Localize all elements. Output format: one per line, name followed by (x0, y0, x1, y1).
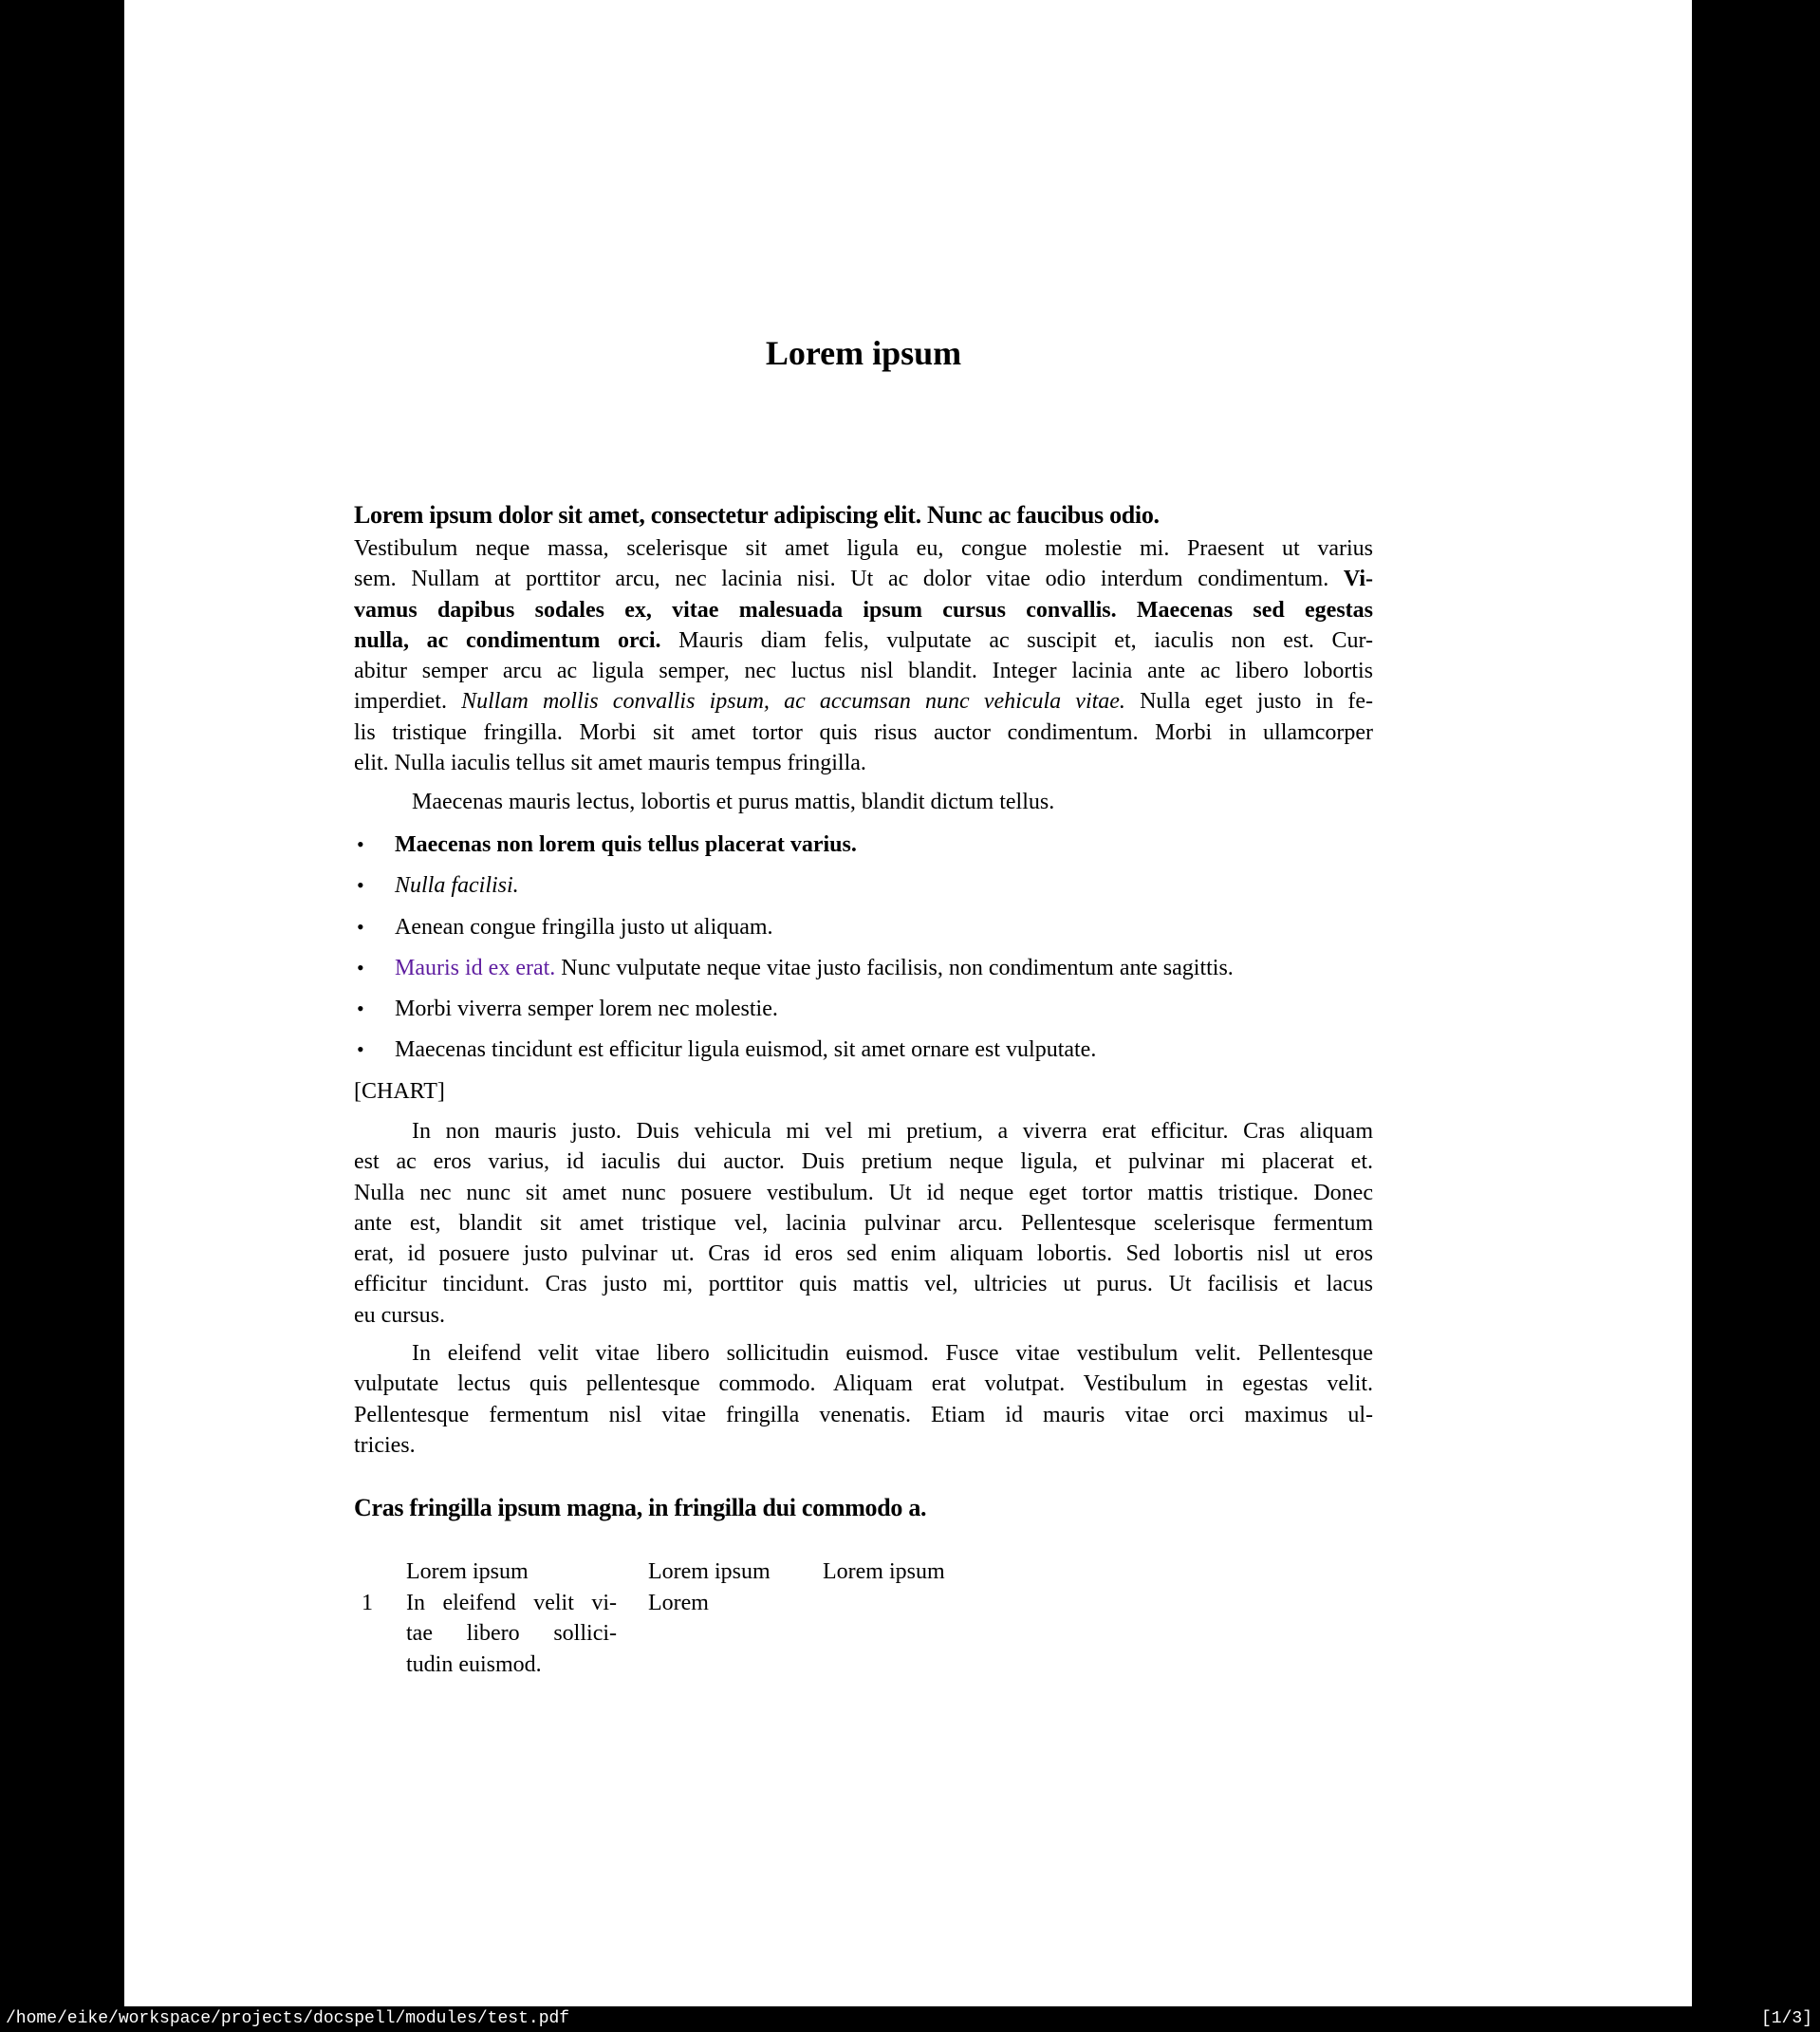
text-segment: Vestibulum neque massa, scelerisque sit amet ligula eu, congue molestie mi. Praesent ut varius (354, 536, 1373, 561)
text-segment: est ac eros varius, id iaculis dui auctor. Duis pretium neque ligula, et pulvinar mi placerat et. (354, 1149, 1373, 1175)
table-cell: Lorem (648, 1591, 709, 1615)
bullet-text (395, 912, 1373, 942)
text-line (406, 1650, 617, 1680)
bullet-text (395, 1035, 1373, 1065)
text-line (354, 656, 1373, 686)
text-segment: lis tristique fringilla. Morbi sit amet tortor quis risus auctor condimentum. Morbi in ullamcorper (354, 719, 1373, 745)
text-segment: efficitur tincidunt. Cras justo mi, porttitor quis mattis vel, ultricies ut purus. Ut facilisis et lacus (354, 1272, 1373, 1297)
text-line (406, 1618, 617, 1649)
text-line (354, 748, 1373, 778)
list-item (354, 870, 1373, 901)
table-row (354, 1588, 1373, 1702)
text-line (395, 953, 1373, 983)
table (354, 1557, 1373, 1708)
bullet-icon: • (357, 832, 364, 856)
text-segment: tudin euismod. (406, 1651, 542, 1677)
paragraph (354, 1116, 1373, 1331)
text-segment: tae libero sollici- (406, 1621, 617, 1647)
text-segment: sem. Nullam at porttitor arcu, nec lacinia nisi. Ut ac dolor vitae odio interdum condimentum. (354, 567, 1344, 592)
text-line (354, 1178, 1373, 1208)
bullet-icon: • (357, 1037, 364, 1062)
text-line (354, 1146, 1373, 1177)
pdf-link[interactable]: Mauris id ex erat. (395, 955, 556, 980)
pdf-page[interactable] (124, 0, 1692, 2006)
text-line (395, 870, 1373, 901)
text-segment: erat, id posuere justo pulvinar ut. Cras id eros sed enim aliquam lobortis. Sed lobortis nisl ut eros (354, 1241, 1373, 1267)
text-segment: Aenean congue fringilla justo ut aliquam. (395, 914, 773, 940)
text-segment: Nulla nec nunc sit amet nunc posuere vestibulum. Ut id neque eget tortor mattis tristique. Donec (354, 1180, 1373, 1205)
text-line (395, 1035, 1373, 1065)
paragraph (354, 1338, 1373, 1461)
list-item (354, 912, 1373, 942)
text-segment: tricies. (354, 1432, 416, 1458)
text-line (354, 1269, 1373, 1299)
text-line (354, 625, 1373, 656)
bullet-icon: • (357, 997, 364, 1021)
text-segment: Nunc vulputate neque vitae justo facilisis, non condimentum ante sagittis. (555, 955, 1234, 980)
text-line (354, 787, 1373, 817)
text-line (406, 1588, 617, 1618)
list-item (354, 1035, 1373, 1065)
paragraph (354, 533, 1373, 778)
paragraph (354, 787, 1373, 817)
text-segment: Nulla eget justo in fe- (1124, 689, 1373, 715)
text-segment: Maecenas mauris lectus, lobortis et purus mattis, blandit dictum tellus. (412, 790, 1055, 814)
bullet-icon: • (357, 955, 364, 979)
text-segment: Maecenas non lorem quis tellus placerat varius. (395, 832, 857, 857)
text-segment: Morbi viverra semper lorem nec molestie. (395, 997, 778, 1022)
text-line (354, 595, 1373, 625)
text-line (354, 1369, 1373, 1399)
section-heading: Cras fringilla ipsum magna, in fringilla dui commodo a. (354, 1494, 927, 1521)
bullet-icon: • (357, 914, 364, 939)
text-line (354, 533, 1373, 564)
bullet-list (354, 830, 1373, 1076)
text-segment: In eleifend velit vi- (406, 1591, 617, 1615)
table-header-cell: Lorem ipsum (406, 1559, 529, 1584)
text-line (354, 718, 1373, 748)
table-header-cell: Lorem ipsum (823, 1559, 945, 1584)
bullet-text (395, 994, 1373, 1024)
text-segment: elit. Nulla iaculis tellus sit amet mauris tempus fringilla. (354, 751, 866, 776)
text-line (395, 912, 1373, 942)
bullet-icon: • (357, 873, 364, 898)
statusbar-page-indicator: [1/3] (1760, 2009, 1812, 2028)
text-segment: Nullam mollis convallis ipsum, ac accumsan nunc vehicula vitae. (461, 689, 1125, 715)
statusbar (0, 2006, 1820, 2032)
text-segment: vulputate lectus quis pellentesque commodo. Aliquam erat volutpat. Vestibulum in egestas velit. (354, 1371, 1373, 1397)
text-segment: In eleifend velit vitae libero sollicitudin euismod. Fusce vitae vestibulum velit. Pellentesque (412, 1341, 1373, 1366)
chart-placeholder: [CHART] (354, 1079, 445, 1104)
text-segment: nulla, ac condimentum orci. (354, 627, 661, 653)
list-item (354, 994, 1373, 1024)
text-segment: ante est, blandit sit amet tristique vel, lacinia pulvinar arcu. Pellentesque scelerisque fermentum (354, 1210, 1373, 1236)
statusbar-path: /home/eike/workspace/projects/docspell/modules/test.pdf (6, 2009, 570, 2028)
text-line (354, 1208, 1373, 1239)
text-segment: eu cursus. (354, 1302, 445, 1328)
text-segment: Nulla facilisi. (395, 873, 519, 899)
text-line (354, 1430, 1373, 1461)
text-segment: Mauris diam felis, vulputate ac suscipit et, iaculis non est. Cur- (660, 627, 1374, 653)
document-title: Lorem ipsum (765, 334, 962, 372)
text-line (395, 830, 1373, 860)
text-segment: Vi- (1343, 567, 1373, 592)
text-segment: imperdiet. (354, 689, 462, 715)
text-line (354, 686, 1373, 717)
text-segment: In non mauris justo. Duis vehicula mi vel mi pretium, a viverra erat efficitur. Cras aliquam (412, 1119, 1373, 1144)
text-line (354, 1400, 1373, 1430)
text-line (354, 1239, 1373, 1269)
text-line (354, 1300, 1373, 1331)
table-cell (406, 1588, 617, 1680)
text-segment: abitur semper arcu ac ligula semper, nec luctus nisl blandit. Integer lacinia ante ac libero lobortis (354, 659, 1373, 684)
list-item (354, 953, 1373, 983)
text-segment: Maecenas tincidunt est efficitur ligula euismod, sit amet ornare est vulputate. (395, 1037, 1097, 1063)
row-number: 1 (362, 1591, 373, 1615)
text-line (354, 1338, 1373, 1369)
list-item (354, 830, 1373, 860)
bullet-text (395, 953, 1373, 983)
text-line (354, 1116, 1373, 1146)
text-line (354, 564, 1373, 594)
text-line (395, 994, 1373, 1024)
bullet-text (395, 870, 1373, 901)
section-heading: Lorem ipsum dolor sit amet, consectetur adipiscing elit. Nunc ac faucibus odio. (354, 501, 1160, 529)
table-header-cell: Lorem ipsum (648, 1559, 771, 1584)
text-segment: Pellentesque fermentum nisl vitae fringilla venenatis. Etiam id mauris vitae orci maximus ul- (354, 1402, 1373, 1427)
text-segment: vamus dapibus sodales ex, vitae malesuada ipsum cursus convallis. Maecenas sed egestas (354, 597, 1373, 623)
bullet-text (395, 830, 1373, 860)
text-column (354, 0, 1373, 2006)
